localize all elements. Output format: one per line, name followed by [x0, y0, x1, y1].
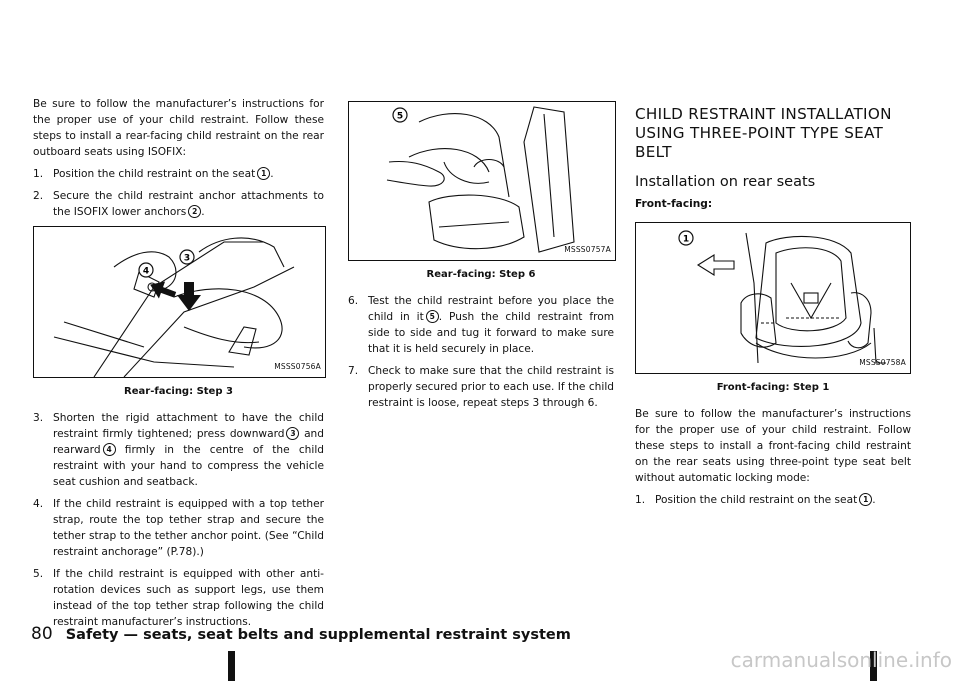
svg-text:5: 5: [396, 111, 404, 122]
step-item: [33, 188, 324, 220]
step-item: [33, 410, 324, 490]
callout-marker: 2: [188, 205, 201, 218]
step-item: [348, 363, 614, 411]
step-text: Check to make sure that the child restraint is properly secured prior to each use. If the child restraint is loose, repeat steps 3 through 6.: [368, 365, 614, 409]
section-heading: CHILD RESTRAINT INSTALLATION USING THREE-POINT TYPE SEAT BELT: [635, 105, 892, 161]
step-text: If the child restraint is equipped with a top tether strap, route the top tether strap and secure the tether strap to the tether anchor point. (See “Child restraint anchorage” (P.78).): [53, 498, 324, 558]
figure-caption: Rear-facing: Step 6: [426, 269, 536, 280]
figure-caption: Front-facing: Step 1: [716, 382, 830, 393]
label-front-facing: Front-facing:: [635, 198, 713, 210]
step-text: Shorten the rigid attachment to have the child restraint firmly tightened; press downward: [53, 412, 324, 440]
figure-code: MSSS0758A: [859, 358, 906, 367]
subsection-heading: Installation on rear seats: [635, 174, 816, 190]
step-number: 4.: [33, 498, 44, 510]
step-number: 2.: [33, 190, 44, 202]
step-text: Position the child restraint on the seat: [53, 168, 256, 180]
illustration-front-facing-seat: [636, 223, 910, 373]
step-number: 6.: [348, 295, 359, 307]
callout-5-icon: [393, 108, 407, 122]
svg-text:3: 3: [183, 253, 191, 264]
svg-text:4: 4: [142, 266, 150, 277]
intro-paragraph: Be sure to follow the manufacturer’s instructions for the proper use of your child restraint. Follow these steps to install a rear-facing child restraint on the rear outboard seats using ISOFIX:: [33, 98, 324, 158]
step-number: 1.: [635, 494, 646, 506]
step-punct: .: [270, 168, 274, 180]
step-punct: .: [201, 206, 205, 218]
svg-text:1: 1: [682, 234, 690, 245]
step-number: 5.: [33, 568, 44, 580]
callout-marker: 1: [859, 493, 872, 506]
page-footer: [31, 624, 571, 644]
page-number: 80: [31, 624, 53, 644]
step-text: and rearward: [53, 428, 324, 456]
step-punct: .: [872, 494, 876, 506]
illustration-test-restraint: [349, 102, 615, 260]
callout-1-icon: [679, 231, 693, 245]
step-list: [635, 492, 911, 508]
figure-front-facing-step-1: [635, 222, 911, 374]
step-text: . Push the child restraint from side to side and tug it forward to make sure that it is held securely in place.: [368, 311, 615, 355]
figure-rear-facing-step-6: [348, 101, 616, 261]
callout-marker: 4: [103, 443, 116, 456]
illustration-isofix-attach: [34, 227, 325, 377]
callout-marker: 1: [257, 167, 270, 180]
figure-rear-facing-step-3: [33, 226, 326, 378]
callout-marker: 5: [426, 310, 439, 323]
watermark: carmanualsonline.info: [730, 648, 952, 672]
figure-caption: Rear-facing: Step 3: [124, 386, 233, 397]
step-text: firmly in the centre of the child restraint with your hand to compress the vehicle seat cushion and seatback.: [53, 444, 325, 488]
step-list: [33, 166, 324, 220]
figure-code: MSSS0757A: [564, 245, 611, 254]
intro-paragraph: Be sure to follow the manufacturer’s instructions for the proper use of your child restraint. Follow these steps to install a front-facing child restraint on the rear seats using three-point type seat belt without automatic locking mode:: [635, 408, 911, 484]
step-number: 3.: [33, 412, 44, 424]
figure-code: MSSS0756A: [274, 362, 321, 371]
column-middle: [348, 101, 614, 417]
callout-4-icon: [139, 263, 153, 277]
step-number: 1.: [33, 168, 44, 180]
callout-3-icon: [180, 250, 194, 264]
callout-marker: 3: [286, 427, 299, 440]
step-list: [33, 410, 324, 630]
step-item: [33, 566, 324, 630]
footer-title: Safety — seats, seat belts and supplemental restraint system: [65, 627, 571, 643]
step-item: [635, 492, 911, 508]
page-edge-bar-left: [228, 651, 235, 681]
step-list: [348, 293, 614, 411]
step-number: 7.: [348, 365, 359, 377]
step-item: [33, 496, 324, 560]
arrow-left-icon: [698, 255, 734, 275]
column-right: [635, 101, 911, 514]
step-item: [33, 166, 324, 182]
column-left: [33, 96, 324, 636]
step-text: Test the child restraint before you place the child in it: [368, 295, 614, 323]
step-text: Secure the child restraint anchor attachments to the ISOFIX lower anchors: [53, 190, 324, 218]
step-text: Position the child restraint on the seat: [655, 494, 858, 506]
step-text: If the child restraint is equipped with other anti-rotation devices such as support legs, use them instead of the top tether strap following the child restraint manufacturer’s instructions.: [53, 568, 324, 628]
step-item: [348, 293, 614, 357]
